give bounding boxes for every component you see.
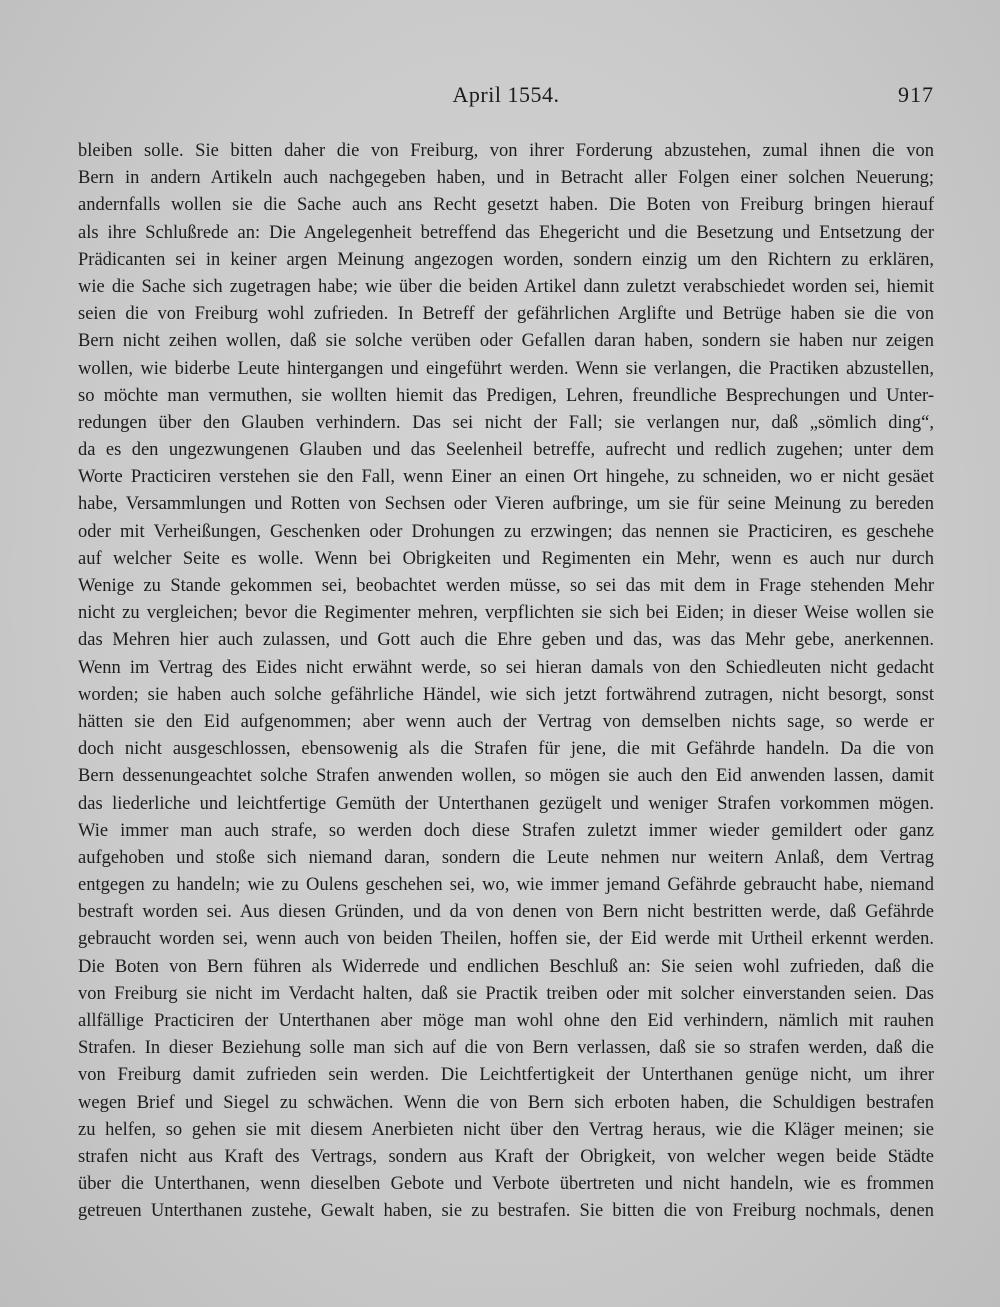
text-line: auf welcher Seite es wolle. Wenn bei Obrigkeiten und Regimenten ein Mehr, wenn es auch nur durch [78, 548, 934, 569]
text-line: doch nicht ausgeschlossen, ebensowenig als die Strafen für jene, die mit Gefährde handeln. Da die von [78, 739, 934, 760]
text-line: das Mehren hier auch zulassen, und Gott auch die Ehre geben und das, was das Mehr gebe, anerkennen. [78, 630, 934, 651]
text-line: Wenige zu Stande gekommen sei, beobachtet werden müsse, so sei das mit dem in Frage stehenden Mehr [78, 576, 934, 596]
text-line: Worte Practiciren verstehen sie den Fall, wenn Einer an einen Ort hingehe, zu schneiden, wo er nicht gesäet [78, 467, 934, 488]
text-line: Prädicanten sei in keiner argen Meinung angezogen worden, sondern einzig um den Richtern zu erklären, [78, 249, 934, 270]
running-head: April 1554. [452, 82, 560, 107]
text-line: Bern dessenungeachtet solche Strafen anwenden wollen, so mögen sie auch den Eid anwenden lassen, damit [78, 766, 934, 787]
text-line: Bern nicht zeihen wollen, daß sie solche verüben oder Gefallen daran haben, sondern sie haben nur zeigen [78, 331, 934, 352]
text-line: getreuen Unterthanen zustehe, Gewalt haben, sie zu bestrafen. Sie bitten die von Freiburg nochmals, denen [78, 1201, 934, 1222]
text-line: von Freiburg sie nicht im Verdacht halten, daß sie Practik treiben oder mit solcher einverstanden seien. Das [78, 983, 934, 1004]
text-line: da es den ungezwungenen Glauben und das Seelenheil betreffe, aufrecht und redlich zugehen; unter dem [78, 440, 934, 461]
text-line: andernfalls wollen sie die Sache auch ans Recht gesetzt haben. Die Boten von Freiburg bringen hierauf [78, 195, 934, 216]
text-line: gebraucht worden sei, wenn auch von beiden Theilen, hoffen sie, der Eid werde mit Urtheil erkennt werden. [78, 929, 934, 950]
text-line: Strafen. In dieser Beziehung solle man sich auf die von Bern verlassen, daß sie so strafen werden, daß die [78, 1038, 934, 1059]
text-line: entgegen zu handeln; wie zu Oulens geschehen sei, wo, wie immer jemand Gefährde gebraucht habe, niemand [78, 875, 934, 896]
text-line: Wenn im Vertrag des Eides nicht erwähnt werde, so sei hieran damals von den Schiedleuten nicht gedacht [78, 657, 934, 678]
body-text [78, 138, 934, 1226]
text-line: redungen über den Glauben verhindern. Das sei nicht der Fall; sie verlangen nur, daß „sömlich ding“, [78, 412, 934, 433]
text-line: von Freiburg damit zufrieden sein werden. Die Leichtfertigkeit der Unterthanen genüge nicht, um ihrer [78, 1065, 934, 1086]
text-line: hätten sie den Eid aufgenommen; aber wenn auch der Vertrag von demselben nichts sage, so werde er [78, 711, 934, 732]
text-line: als ihre Schlußrede an: Die Angelegenheit betreffend das Ehegericht und die Besetzung und Entsetzung der [78, 222, 934, 243]
text-line: oder mit Verheißungen, Geschenken oder Drohungen zu erzwingen; das nennen sie Practiciren, es geschehe [78, 521, 934, 542]
text-line: bestraft worden sei. Aus diesen Gründen, und da von denen von Bern nicht bestritten werde, daß Gefährde [78, 902, 934, 923]
text-line: Die Boten von Bern führen als Widerrede und endlichen Beschluß an: Sie seien wohl zufrieden, daß die [78, 956, 934, 977]
text-line: das liederliche und leichtfertige Gemüth der Unterthanen gezügelt und weniger Strafen vorkommen mögen. [78, 793, 934, 814]
text-line: Wie immer man auch strafe, so werden doch diese Strafen zuletzt immer wieder gemildert oder ganz [78, 820, 934, 841]
text-line: seien die von Freiburg wohl zufrieden. In Betreff der gefährlichen Arglifte und Betrüge haben sie die von [78, 304, 934, 325]
text-line: wollen, wie biderbe Leute hintergangen und eingeführt werden. Wenn sie verlangen, die Practiken abzustellen, [78, 358, 934, 379]
text-line: worden; sie haben auch solche gefährliche Händel, wie sich jetzt fortwährend zutragen, nicht besorgt, sonst [78, 684, 934, 705]
text-line: allfällige Practiciren der Unterthanen aber möge man wohl ohne den Eid verhindern, nämlich mit rauhen [78, 1011, 934, 1031]
text-line: nicht zu vergleichen; bevor die Regimenter mehren, verpflichten sie sich bei Eiden; in dieser Weise wollen sie [78, 603, 934, 624]
text-line: wegen Brief und Siegel zu schwächen. Wenn die von Bern sich erboten haben, die Schuldigen bestrafen [78, 1092, 934, 1113]
text-line: so möchte man vermuthen, sie wollten hiemit das Predigen, Lehren, freundliche Besprechungen und Unter- [78, 385, 934, 406]
text-line: habe, Versammlungen und Rotten von Sechsen oder Vieren aufbringe, um sie für seine Meinung zu bereden [78, 494, 934, 515]
text-line: aufgehoben und stoße sich niemand daran, sondern die Leute nehmen nur weitern Anlaß, dem Vertrag [78, 847, 934, 868]
text-line: über die Unterthanen, wenn dieselben Gebote und Verbote übertreten und nicht handeln, wie es frommen [78, 1174, 934, 1195]
text-line: bleiben solle. Sie bitten daher die von Freiburg, von ihrer Forderung abzustehen, zumal ihnen die von [78, 141, 934, 161]
text-line: Bern in andern Artikeln auch nachgegeben haben, und in Betracht aller Folgen einer solchen Neuerung; [78, 168, 934, 189]
page-header [78, 82, 934, 122]
text-line: zu helfen, so gehen sie mit diesem Anerbieten nicht über den Vertrag heraus, wie die Kläger meinen; sie [78, 1119, 934, 1140]
page-number: 917 [898, 82, 934, 107]
text-line: wie die Sache sich zugetragen habe; wie über die beiden Artikel dann zuletzt verabschiedet worden sei, hiemit [78, 276, 934, 297]
text-line: strafen nicht aus Kraft des Vertrags, sondern aus Kraft der Obrigkeit, von welcher wegen beide Städte [78, 1146, 934, 1167]
